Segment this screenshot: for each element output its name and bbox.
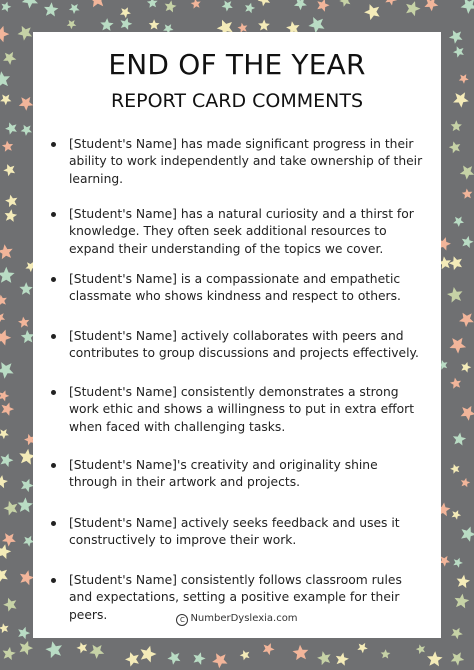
star-icon: [19, 282, 32, 295]
star-icon: [451, 120, 462, 131]
bullet-icon: [51, 578, 56, 583]
copyright-icon: C: [176, 614, 188, 626]
comment-text: [Student's Name] consistently follows classroom rules and expectations, setting a positive example for their peers.: [69, 573, 402, 622]
star-icon: [121, 18, 133, 30]
star-icon: [21, 479, 34, 492]
comment-text: [Student's Name] has made significant progress in their ability to work independently and take ownership of their learning.: [69, 137, 423, 186]
star-icon: [449, 141, 461, 153]
star-icon: [4, 501, 18, 516]
star-icon: [18, 497, 34, 512]
star-icon: [20, 641, 34, 655]
star-icon: [460, 166, 474, 180]
star-icon: [461, 406, 474, 421]
bullet-icon: [51, 521, 56, 526]
star-icon: [453, 217, 464, 227]
star-icon: [317, 651, 331, 665]
star-icon: [89, 0, 106, 7]
star-icon: [317, 0, 329, 12]
star-icon: [455, 594, 470, 609]
star-icon: [461, 362, 471, 373]
star-icon: [149, 19, 160, 29]
star-icon: [453, 558, 463, 568]
star-icon: [336, 653, 349, 666]
star-icon: [212, 653, 227, 668]
star-icon: [364, 4, 380, 20]
star-icon: [125, 652, 139, 667]
star-icon: [459, 313, 474, 327]
star-icon: [3, 164, 15, 176]
star-icon: [3, 52, 16, 65]
comment-text: [Student's Name] actively seeks feedback and uses it constructively to improve their work.: [69, 516, 400, 548]
star-icon: [0, 330, 11, 346]
star-icon: [0, 623, 9, 633]
star-icon: [0, 295, 7, 306]
star-icon: [451, 628, 463, 640]
star-icon: [450, 338, 467, 354]
bullet-icon: [51, 212, 56, 217]
star-icon: [0, 267, 15, 283]
page-subtitle: REPORT CARD COMMENTS: [110, 90, 364, 112]
comment-text: [Student's Name] consistently demonstrates a strong work ethic and shows a willingness to put in extra effort when faced with challenging tasks.: [69, 385, 415, 434]
star-icon: [100, 18, 113, 31]
star-icon: [77, 642, 88, 653]
star-icon: [147, 0, 158, 8]
star-icon: [427, 651, 443, 666]
star-icon: [3, 598, 16, 612]
star-icon: [258, 0, 270, 6]
copyright-footer: [33, 612, 441, 626]
star-icon: [449, 30, 463, 44]
star-icon: [191, 0, 201, 9]
star-icon: [0, 95, 11, 106]
star-icon: [69, 4, 80, 14]
star-icon: [18, 26, 33, 41]
star-icon: [451, 652, 465, 665]
comment-text: [Student's Name]'s creativity and originality shine through in their artwork and projects.: [69, 458, 378, 490]
star-icon: [0, 71, 10, 87]
star-icon: [339, 0, 350, 7]
star-icon: [1, 2, 11, 12]
star-icon: [0, 544, 11, 559]
star-icon: [193, 652, 205, 665]
bullet-icon: [51, 142, 56, 147]
star-icon: [2, 533, 16, 546]
star-icon: [44, 2, 58, 16]
star-icon: [357, 643, 368, 653]
star-icon: [18, 627, 30, 640]
comment-text: [Student's Name] actively collaborates with peers and contributes to group discussions and projects effectively.: [69, 329, 419, 361]
report-card-sheet: [33, 32, 441, 638]
star-icon: [240, 650, 250, 660]
star-icon: [294, 0, 307, 10]
star-icon: [452, 510, 462, 520]
star-icon: [424, 0, 438, 11]
bullet-icon: [51, 277, 56, 282]
star-icon: [245, 3, 255, 14]
star-icon: [0, 26, 9, 42]
star-icon: [461, 527, 474, 542]
star-icon: [5, 122, 17, 134]
star-icon: [263, 643, 275, 655]
star-icon: [293, 645, 309, 660]
star-icon: [0, 362, 14, 379]
star-icon: [5, 195, 17, 208]
bullet-icon: [51, 463, 56, 468]
star-icon: [5, 209, 18, 222]
star-icon: [462, 189, 473, 199]
star-icon: [0, 244, 13, 259]
star-icon: [45, 641, 62, 658]
star-icon: [167, 652, 180, 665]
bullet-icon: [51, 390, 56, 395]
star-icon: [406, 1, 420, 16]
star-icon: [381, 649, 391, 658]
star-icon: [453, 46, 464, 57]
star-icon: [461, 0, 474, 14]
star-icon: [1, 403, 14, 416]
star-icon: [0, 429, 9, 439]
star-icon: [258, 19, 270, 30]
star-icon: [308, 17, 324, 33]
comment-list: [33, 32, 441, 638]
star-icon: [416, 644, 425, 654]
comment-text: [Student's Name] is a compassionate and empathetic classmate who shows kindness and respect to others.: [69, 272, 401, 304]
star-icon: [450, 464, 459, 474]
star-icon: [141, 646, 157, 663]
star-icon: [18, 317, 29, 328]
star-icon: [449, 256, 462, 270]
page-title: END OF THE YEAR: [108, 48, 366, 81]
star-icon: [67, 20, 77, 29]
star-icon: [385, 0, 397, 6]
star-icon: [0, 313, 5, 323]
star-icon: [89, 645, 104, 659]
star-icon: [459, 74, 469, 84]
star-icon: [447, 287, 463, 303]
star-icon: [165, 0, 177, 12]
star-icon: [120, 7, 131, 18]
star-icon: [462, 236, 474, 248]
star-icon: [450, 378, 461, 389]
footer-website: NumberDyslexia.com: [190, 613, 298, 624]
star-icon: [0, 568, 8, 584]
star-icon: [453, 92, 469, 107]
star-icon: [21, 125, 32, 136]
star-icon: [457, 575, 470, 589]
star-icon: [19, 97, 34, 111]
star-icon: [3, 647, 16, 660]
star-icon: [461, 478, 470, 487]
star-icon: [0, 390, 9, 401]
star-icon: [222, 1, 233, 12]
star-icon: [453, 433, 466, 446]
star-icon: [2, 141, 13, 152]
star-icon: [22, 0, 38, 9]
star-icon: [0, 475, 8, 488]
comment-text: [Student's Name] has a natural curiosity and a thirst for knowledge. They often seek additional resources to expand their understanding of the topics we cover.: [69, 207, 414, 256]
star-icon: [1, 454, 14, 468]
bullet-icon: [51, 334, 56, 339]
